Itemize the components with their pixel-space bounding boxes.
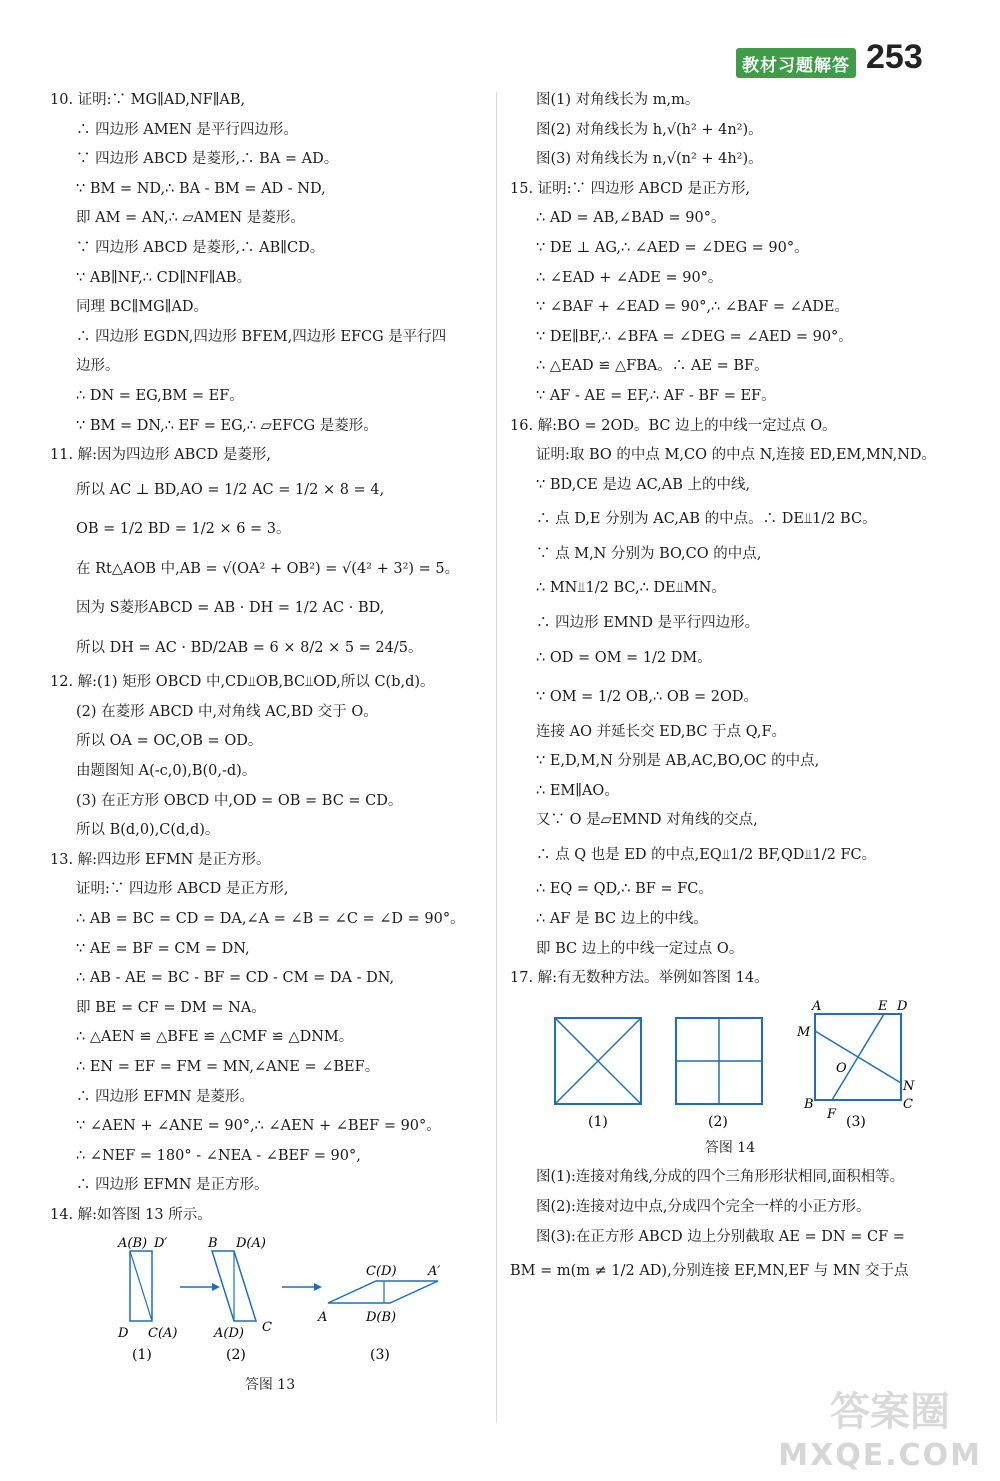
text-line: 所以 B(d,0),C(d,d)。 [76, 822, 220, 839]
figure-13 [50, 1231, 490, 1401]
text-line: ∴ DN = EG,BM = EF。 [76, 387, 244, 404]
text-line: ∴ △AEN ≌ △BFE ≌ △CMF ≌ △DNM。 [76, 1029, 354, 1046]
text-line: ∴ AD = AB,∠BAD = 90°。 [536, 210, 726, 227]
text-line: 连接 AO 并延长交 ED,BC 于点 Q,F。 [536, 723, 787, 740]
fig14-label: A [812, 998, 822, 1014]
text-line: 证明:取 BO 的中点 M,CO 的中点 N,连接 ED,EM,MN,ND。 [536, 447, 937, 464]
text-line: ∴ AF 是 BC 边上的中线。 [536, 910, 708, 927]
fig13-subcaption: (2) [226, 1346, 246, 1363]
text-line: BM = m(m ≠ 1/2 AD),分别连接 EF,MN,EF 与 MN 交于点 [510, 1263, 909, 1280]
text-line: 13. 解:四边形 EFMN 是正方形。 [50, 851, 271, 868]
text-line: ∵ AE = BF = CM = DN, [76, 940, 250, 957]
fig14-label: M [797, 1024, 811, 1040]
text-line: 即 BC 边上的中线一定过点 O。 [536, 940, 744, 957]
section-title-badge: 教材习题解答 [736, 48, 856, 78]
text-line: ∵ ∠AEN + ∠ANE = 90°,∴ ∠AEN + ∠BEF = 90°。 [76, 1118, 441, 1135]
watermark-logo: 答案圈 [830, 1389, 950, 1435]
fig13-rhombus [328, 1281, 438, 1303]
text-line: ∴ 点 D,E 分别为 AC,AB 的中点。∴ DE⫫1/2 BC。 [536, 511, 877, 528]
fig14-label: E [878, 998, 888, 1014]
text-line: ∵ AF - AE = EF,∴ AF - BF = EF。 [536, 387, 776, 404]
text-line: 图(2):连接对边中点,分成四个完全一样的小正方形。 [536, 1198, 871, 1215]
left-column [50, 86, 490, 1400]
text-line: ∴ EQ = QD,∴ BF = FC。 [536, 881, 713, 898]
text-line: ∴ 四边形 AMEN 是平行四边形。 [76, 121, 298, 138]
text-line: ∴ ∠NEF = 180° - ∠NEA - ∠BEF = 90°, [76, 1147, 361, 1164]
text-line: ∵ DE ⊥ AG,∴ ∠AED = ∠DEG = 90°。 [536, 239, 809, 256]
text-line: 在 Rt△AOB 中,AB = √(OA² + OB²) = √(4² + 3²) = 5。 [76, 560, 460, 577]
text-line: 图(1):连接对角线,分成的四个三角形形状相同,面积相等。 [536, 1169, 905, 1186]
fig13-label: A′ [428, 1263, 441, 1279]
text-line: ∴ EM∥AO。 [536, 782, 619, 799]
fig13-label: A(D) [214, 1325, 244, 1341]
fig13-label: A [318, 1309, 328, 1325]
text-line: (2) 在菱形 ABCD 中,对角线 AC,BD 交于 O。 [76, 703, 378, 720]
text-line: ∵ BM = ND,∴ BA - BM = AD - ND, [76, 180, 326, 197]
fig13-label: A(B) [118, 1235, 148, 1251]
text-line: ∴ 点 Q 也是 ED 的中点,EQ⫫1/2 BF,QD⫫1/2 FC。 [536, 846, 877, 863]
text-line: ∵ 点 M,N 分别为 BO,CO 的中点, [536, 545, 762, 562]
fig14-label: B [804, 1096, 814, 1112]
fig13-diagonal [130, 1251, 152, 1321]
fig14-label: D [897, 998, 908, 1014]
text-line: 图(1) 对角线长为 m,m。 [536, 92, 700, 108]
text-line: 边形。 [76, 358, 120, 375]
text-line: 图(2) 对角线长为 h,√(h² + 4n²)。 [536, 121, 763, 138]
text-line: ∵ OM = 1/2 OB,∴ OB = 2OD。 [536, 689, 759, 705]
text-line: ∴ AB = BC = CD = DA,∠A = ∠B = ∠C = ∠D = 90°。 [76, 910, 465, 927]
figure-14-caption: 答图 14 [704, 1139, 756, 1156]
fig13-subcaption: (1) [132, 1346, 152, 1363]
fig14-segment-mn [815, 1031, 901, 1083]
text-line: 15. 证明:∵ 四边形 ABCD 是正方形, [510, 180, 751, 197]
text-line: 10. 证明:∵ MG∥AD,NF∥AB, [50, 92, 246, 108]
text-line: 所以 DH = AC · BD/2AB = 6 × 8/2 × 5 = 24/5。 [76, 639, 423, 656]
figure-14-drawing [510, 994, 950, 1134]
fig14-subcaption: (1) [588, 1113, 608, 1130]
fig13-label: D(B) [366, 1309, 397, 1325]
text-line: ∵ 四边形 ABCD 是菱形,∴ AB∥CD。 [76, 239, 325, 256]
text-line: 12. 解:(1) 矩形 OBCD 中,CD⫫OB,BC⫫OD,所以 C(b,d)。 [50, 674, 435, 691]
fig13-label: D(A) [236, 1235, 266, 1251]
fig14-label: F [827, 1106, 837, 1122]
arrow-head [314, 1283, 322, 1291]
figure-13-drawing [50, 1231, 490, 1371]
text-line: ∵ DE∥BF,∴ ∠BFA = ∠DEG = ∠AED = 90°。 [536, 328, 853, 345]
fig13-label: B [208, 1235, 218, 1251]
text-line: ∵ E,D,M,N 分别是 AB,AC,BO,OC 的中点, [536, 753, 820, 770]
text-line: 又∵ O 是▱EMND 对角线的交点, [536, 812, 758, 829]
fig14-subcaption: (3) [846, 1113, 866, 1130]
right-column [510, 86, 950, 1292]
text-line: ∴ 四边形 EGDN,四边形 BFEM,四边形 EFCG 是平行四 [76, 328, 447, 345]
fig13-label: C [262, 1319, 272, 1335]
text-line: ∴ 四边形 EFMN 是菱形。 [76, 1088, 255, 1105]
text-line: 证明:∵ 四边形 ABCD 是正方形, [76, 881, 289, 898]
text-line: 同理 BC∥MG∥AD。 [76, 299, 209, 316]
text-line: 图(3):在正方形 ABCD 边上分别截取 AE = DN = CF = [536, 1228, 905, 1245]
text-line: ∵ AB∥NF,∴ CD∥NF∥AB。 [76, 269, 252, 286]
text-line: ∴ AB - AE = BC - BF = CD - CM = DA - DN, [76, 970, 395, 987]
text-line: ∴ MN⫫1/2 BC,∴ DE⫫MN。 [536, 580, 726, 597]
text-line: 因为 S菱形ABCD = AB · DH = 1/2 AC · BD, [76, 600, 385, 617]
text-line: 16. 解:BO = 2OD。BC 边上的中线一定过点 O。 [510, 417, 837, 434]
column-divider [496, 92, 497, 1422]
figure-14 [510, 994, 950, 1164]
text-line: ∴ 四边形 EFMN 是正方形。 [76, 1177, 269, 1194]
text-line: ∴ 四边形 EMND 是平行四边形。 [536, 614, 760, 631]
fig13-label: D′ [154, 1235, 168, 1251]
text-line: ∵ ∠BAF + ∠EAD = 90°,∴ ∠BAF = ∠ADE。 [536, 299, 849, 316]
watermark-url: MXQE.COM [778, 1438, 982, 1473]
figure-13-caption: 答图 13 [244, 1376, 296, 1393]
text-line: 即 AM = AN,∴ ▱AMEN 是菱形。 [76, 210, 305, 227]
fig14-label: N [903, 1078, 915, 1094]
text-line: 11. 解:因为四边形 ABCD 是菱形, [50, 447, 271, 464]
fig14-label: C [903, 1096, 913, 1112]
text-line: ∵ BD,CE 是边 AC,AB 上的中线, [536, 476, 751, 493]
fig13-label: C(D) [366, 1263, 397, 1279]
text-line: OB = 1/2 BD = 1/2 × 6 = 3。 [76, 521, 291, 538]
fig13-label: C(A) [148, 1325, 178, 1341]
arrow-head [212, 1283, 220, 1291]
fig14-label: O [836, 1060, 847, 1076]
text-line: 17. 解:有无数种方法。举例如答图 14。 [510, 970, 769, 987]
text-line: ∵ 四边形 ABCD 是菱形,∴ BA = AD。 [76, 151, 339, 168]
text-line: 图(3) 对角线长为 n,√(n² + 4h²)。 [536, 151, 763, 168]
text-line: ∴ ∠EAD + ∠ADE = 90°。 [536, 269, 723, 286]
text-line: (3) 在正方形 OBCD 中,OD = OB = BC = CD。 [76, 792, 403, 809]
text-line: 所以 AC ⊥ BD,AO = 1/2 AC = 1/2 × 8 = 4, [76, 481, 385, 498]
page-number: 253 [866, 38, 923, 76]
text-line: ∵ BM = DN,∴ EF = EG,∴ ▱EFCG 是菱形。 [76, 417, 378, 434]
text-line: 14. 解:如答图 13 所示。 [50, 1206, 212, 1223]
fig13-label: D [118, 1325, 129, 1341]
text-line: 即 BE = CF = DM = NA。 [76, 999, 266, 1016]
text-line: ∴ EN = EF = FM = MN,∠ANE = ∠BEF。 [76, 1058, 380, 1075]
fig13-subcaption: (3) [370, 1346, 390, 1363]
text-line: ∴ OD = OM = 1/2 DM。 [536, 649, 712, 666]
text-line: 所以 OA = OC,OB = OD。 [76, 733, 263, 750]
text-line: 由题图知 A(-c,0),B(0,-d)。 [76, 763, 257, 779]
fig14-subcaption: (2) [708, 1113, 728, 1130]
text-line: ∴ △EAD ≌ △FBA。∴ AE = BF。 [536, 358, 769, 375]
